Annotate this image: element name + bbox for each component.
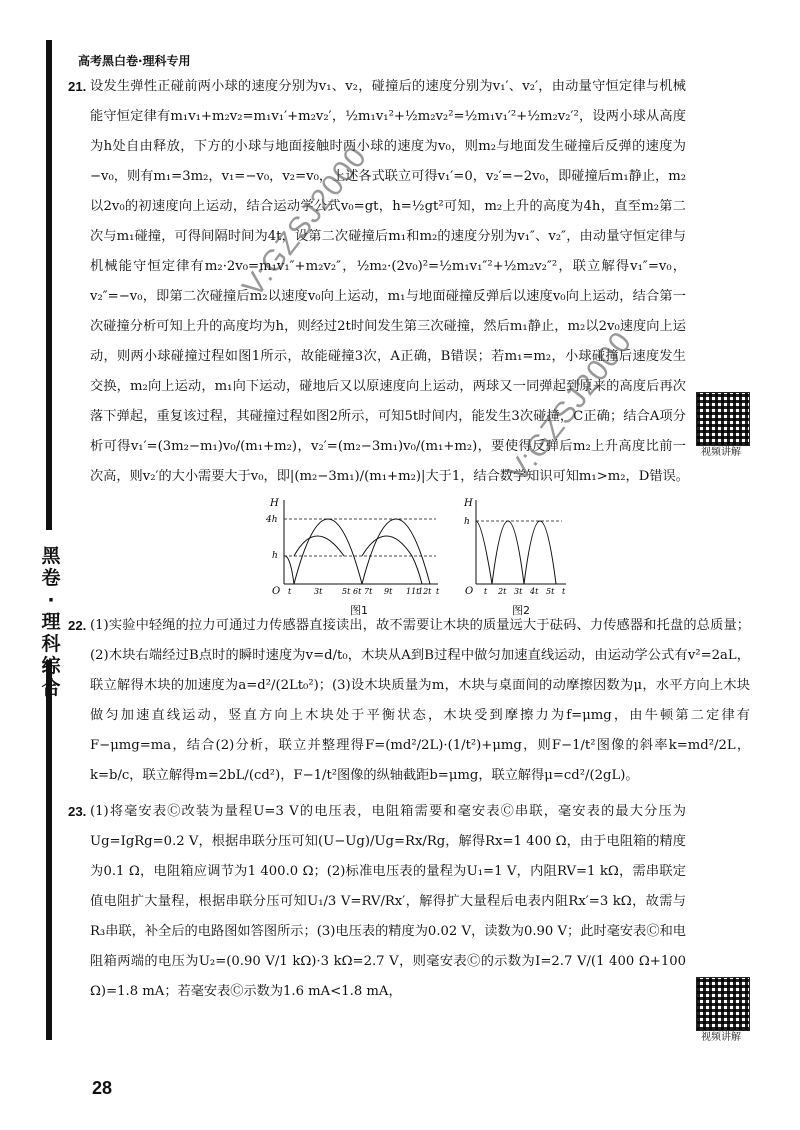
- fig2-xtick-1: 2t: [498, 587, 507, 596]
- fig2-xtick-4: 5t: [546, 587, 555, 596]
- fig2-xtick-5: t: [562, 587, 566, 596]
- fig1-xtick-6: 11t: [406, 587, 420, 596]
- qr-caption: 视频讲解: [701, 1032, 741, 1043]
- fig1-curve-6: [412, 556, 422, 584]
- figure-1: [266, 496, 446, 596]
- side-section-label: 黑卷·理科综合: [41, 545, 61, 699]
- fig2-xtick-3: 4t: [530, 587, 539, 596]
- fig2-xtick-2: 3t: [514, 587, 523, 596]
- question-number: 23.: [68, 804, 87, 819]
- figures-row: [90, 496, 750, 617]
- fig1-y-label: H: [270, 498, 279, 509]
- fig2-xtick-0: t: [484, 587, 488, 596]
- fig1-xtick-1: 3t: [314, 587, 323, 596]
- answer-content: [68, 72, 751, 1043]
- fig1-xtick-0: t: [288, 587, 292, 596]
- qr-code-icon: [696, 977, 750, 1031]
- fig1-curve-3: [294, 536, 344, 556]
- fig1-xtick-8: t: [436, 587, 440, 596]
- answer-text: (1)实验中轻绳的拉力可通过力传感器直接读出，故不需要让木块的质量远大于砝码、力传感器和托盘的总质量；(2)木块右端经过B点时的瞬时速度为v=d/t₀，木块从A到B过程中做匀加速直线运动，由运动学公式有v²=2aL，联立解得木块的加速度为a=d²/(2Lt₀²)；(3)设木块质量为m，木块与桌面间的动摩擦因数为μ，水平方向上木块做匀加速直线运动，竖直方向上木块处于平衡状态，木块受到摩擦力为f=μmg，由牛顿第二定律有F−μmg=ma，结合(2)分析，联立并整理得F=(md²/2L)·(1/t²)+μmg，则F−1/t²图像的斜率k=md²/2L，k=b/c，联立解得m=2bL/(cd²)，F−1/t²图像的纵轴截距b=μmg，联立解得μ=cd²/(2gL)。: [90, 618, 751, 783]
- page-number: 28: [92, 1078, 113, 1098]
- answer-text: 设发生弹性正碰前两小球的速度分别为v₁、v₂，碰撞后的速度分别为v₁′、v₂′，由动量守恒定律与机械能守恒定律有m₁v₁+m₂v₂=m₁v₁′+m₂v₂′，½m₁v₁²+½m₂v₂²=½m₁v₁′²+½m₂v₂′²，设两小球从高度为h处自由释放，下方的小球与地面接触时两小球的速度为v₀，则m₂与地面发生碰撞后反弹的速度为−v₀，则有m₁=3m₂，v₁=−v₀，v₂=v₀，上述各式联立可得v₁′=0，v₂′=−2v₀，即碰撞后m₁静止，m₂以2v₀的初速度向上运动，结合运动学公式v₀=gt，h=½gt²可知，m₂上升的高度为4h，直至m₂第二次与m₁碰撞，可得间隔时间为4t，设第二次碰撞后m₁和m₂的速度分别为v₁″、v₂″，由动量守恒定律与机械能守恒定律有m₂·2v₀=m₁v₁″+m₂v₂″，½m₂·(2v₀)²=½m₁v₁″²+½m₂v₂″²，联立解得v₁″=v₀，v₂″=−v₀，即第二次碰撞后m₂以速度v₀向上运动，m₁与地面碰撞反弹后以速度v₀向上运动，结合第一次碰撞分析可知上升的高度均为h，则经过2t时间发生第三次碰撞，然后m₁静止，m₂以2v₀速度向上运动，则两小球碰撞过程如图1所示，故能碰撞3次，A正确，B错误；若m₁=m₂，小球碰撞后速度发生交换，m₂向上运动，m₁向下运动，碰地后又以原速度向上运动，两球又一同弹起到原来的高度后再次落下弹起，重复该过程，其碰撞过程如图2所示，可知5t时间内，能发生3次碰撞，C正确；结合A项分析可得v₁′=(3m₂−m₁)v₀/(m₁+m₂)，v₂′=(m₂−3m₁)v₀/(m₁+m₂)，要使得反弹后m₂上升高度比前一次高，则v₂′的大小需要大于v₀，即|(m₂−3m₁)/(m₁+m₂)|大于1，结合数学知识可知m₁>m₂，D错误。: [90, 79, 689, 484]
- question-number: 21.: [68, 79, 87, 94]
- fig1-xtick-4: 7t: [364, 587, 373, 596]
- fig2-curve-1: [476, 521, 492, 584]
- page-header: 高考黑白卷·理科专用: [78, 54, 191, 68]
- fig1-curve-1: [284, 556, 294, 584]
- figure-1-caption: 图1: [350, 604, 368, 617]
- answer-text: (1)将毫安表Ⓒ改装为量程U=3 V的电压表，电阻箱需要和毫安表Ⓒ串联，毫安表的最大分压为Ug=IgRg=0.2 V，根据串联分压可知(U−Ug)/Ug=Rx/Rg，解得Rx=1 400 Ω，由于电阻箱的精度为0.1 Ω，电阻箱应调节为1 400.0 Ω；(2)标准电压表的量程为U₁=1 V，内阻RV=1 kΩ，需串联定值电阻扩大量程，根据串联分压可知U₁/3 V=RV/Rx′，解得扩大量程后电表内阻Rx′=3 kΩ，故需与R₃串联，补全后的电路图如答图所示；(3)电压表的精度为0.02 V，读数为0.90 V；此时毫安表Ⓒ和电阻箱两端的电压为U₂=(0.90 V/1 kΩ)·3 kΩ=2.7 V，则毫安表Ⓒ的示数为I=2.7 V/(1 400 Ω+100 Ω)=1.8 mA；若毫安表Ⓒ示数为1.6 mA<1.8 mA，: [90, 804, 686, 999]
- fig1-ytick-h: h: [272, 551, 278, 561]
- figure-2-caption: 图2: [512, 604, 530, 617]
- fig2-curve-3: [524, 521, 556, 584]
- fig1-xtick-3: 6t: [353, 587, 362, 596]
- figure-2: [462, 496, 572, 596]
- qr-code-video-23[interactable]: [696, 977, 750, 1043]
- fig1-xtick-5: 9t: [384, 587, 393, 596]
- watermark-2: V:GZSJ2000: [501, 325, 639, 489]
- fig1-curve-4: [362, 519, 430, 584]
- fig1-xtick-7: 12t: [418, 587, 432, 596]
- fig2-y-label: H: [464, 498, 473, 509]
- left-margin-bar: [46, 40, 52, 530]
- fig2-origin: O: [465, 586, 474, 596]
- question-22: [68, 611, 751, 791]
- fig1-ytick-4h: 4h: [266, 515, 278, 525]
- question-23: [68, 797, 750, 1043]
- question-number: 22.: [68, 618, 87, 633]
- question-21: [68, 72, 750, 492]
- fig1-origin: O: [272, 586, 281, 596]
- fig2-ytick-h: h: [464, 517, 470, 527]
- watermark-1: V:GZSJ2000: [236, 140, 374, 304]
- qr-code-icon: [696, 392, 750, 446]
- qr-code-video-21[interactable]: [696, 392, 750, 458]
- fig2-curve-2: [492, 521, 524, 584]
- qr-caption: 视频讲解: [701, 447, 741, 458]
- fig1-curve-5: [362, 536, 412, 556]
- fig1-xtick-2: 5t: [342, 587, 351, 596]
- left-margin-bar-lower: [46, 660, 52, 1040]
- fig1-curve-2: [294, 519, 362, 584]
